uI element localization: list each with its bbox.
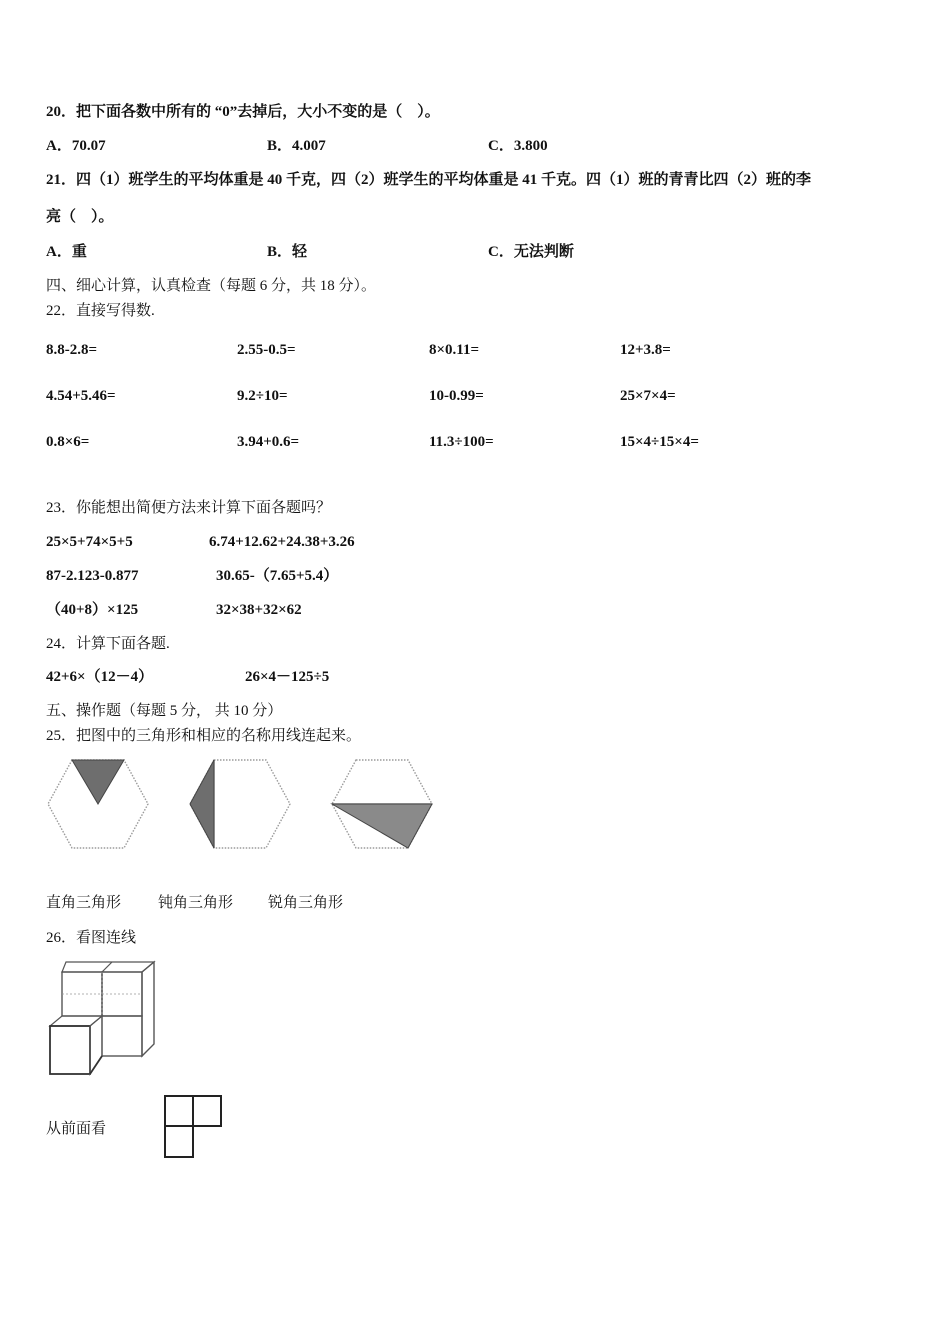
q22-item: 25×7×4=	[620, 388, 676, 404]
q22-item: 4.54+5.46=	[46, 388, 116, 404]
q23-stem: 23．你能想出简便方法来计算下面各题吗？	[46, 500, 332, 516]
hexagon-figure-3	[330, 758, 434, 850]
hexagon-figure-2	[188, 758, 292, 850]
q22-item: 11.3÷100=	[429, 434, 494, 450]
q26-stem: 26．看图连线	[46, 930, 137, 946]
label-obtuse-triangle: 钝角三角形	[158, 895, 234, 911]
q23-item: 32×38+32×62	[216, 602, 302, 618]
section4-title: 四、细心计算，认真检查（每题 6 分，共 18 分）。	[46, 278, 377, 294]
q24-item: 26×4－125÷5	[245, 669, 330, 685]
obtuse-triangle-shaded	[190, 760, 214, 848]
q23-item: 25×5+74×5+5	[46, 534, 133, 550]
right-triangle-shaded	[72, 760, 124, 804]
label-right-triangle: 直角三角形	[46, 895, 122, 911]
q23-item: 6.74+12.62+24.38+3.26	[209, 534, 355, 550]
q21-option-a: A．重	[46, 244, 87, 260]
q23-item: 87-2.123-0.877	[46, 568, 139, 584]
q21-option-b: B．轻	[267, 244, 308, 260]
q22-item: 3.94+0.6=	[237, 434, 300, 450]
q21-stem-line2: 亮（ ）。	[46, 209, 114, 225]
q20-option-c: C．3.800	[488, 138, 548, 154]
q21-option-c: C．无法判断	[488, 244, 574, 260]
q21-stem-line1: 21．四（1）班学生的平均体重是 40 千克，四（2）班学生的平均体重是 41 千克。四（1）班的青青比四（2）班的李	[46, 172, 812, 188]
q24-item: 42+6×（12－4）	[46, 669, 154, 685]
q23-item: 30.65-（7.65+5.4）	[216, 568, 339, 584]
q26-view-label: 从前面看	[46, 1121, 107, 1137]
q22-item: 9.2÷10=	[237, 388, 288, 404]
q20-option-a: A．70.07	[46, 138, 106, 154]
hexagon-figure-1	[46, 758, 150, 850]
q22-item: 8.8-2.8=	[46, 342, 98, 358]
acute-triangle-shaded	[332, 804, 432, 848]
label-acute-triangle: 锐角三角形	[268, 895, 344, 911]
q22-stem: 22．直接写得数.	[46, 303, 155, 319]
section5-title: 五、操作题（每题 5 分， 共 10 分）	[46, 703, 283, 719]
q22-item: 8×0.11=	[429, 342, 480, 358]
q22-item: 15×4÷15×4=	[620, 434, 699, 450]
q22-item: 2.55-0.5=	[237, 342, 296, 358]
cube-stack-figure	[46, 960, 156, 1078]
front-view-figure	[163, 1094, 225, 1160]
q20-stem: 20．把下面各数中所有的 “0”去掉后，大小不变的是（ ）。	[46, 104, 440, 120]
q20-option-b: B．4.007	[267, 138, 326, 154]
q22-item: 12+3.8=	[620, 342, 671, 358]
q22-item: 10-0.99=	[429, 388, 484, 404]
q24-stem: 24．计算下面各题.	[46, 636, 170, 652]
q22-item: 0.8×6=	[46, 434, 90, 450]
q23-item: （40+8）×125	[46, 602, 139, 618]
q25-stem: 25．把图中的三角形和相应的名称用线连起来。	[46, 728, 362, 744]
